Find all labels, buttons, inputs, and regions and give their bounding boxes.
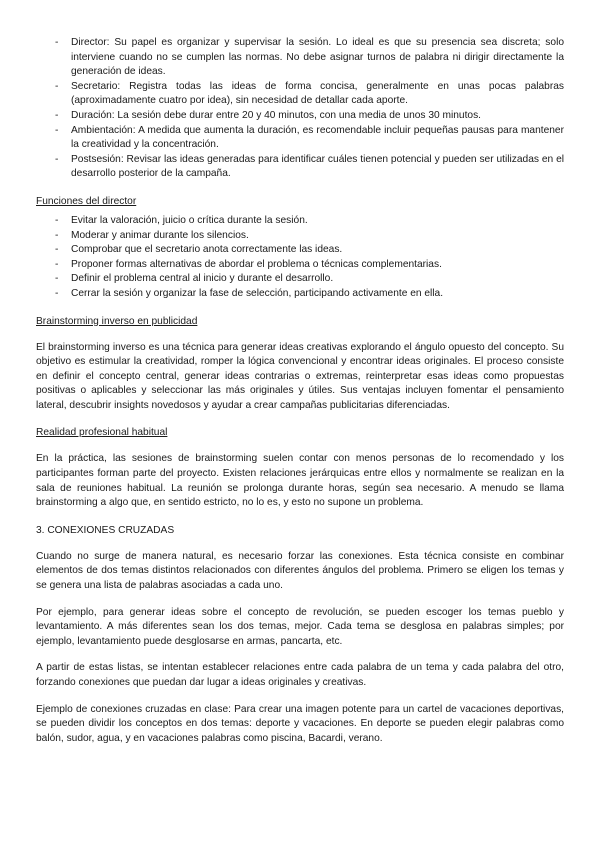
list-item: - Evitar la valoración, juicio o crítica durante la sesión. (36, 214, 564, 229)
professional-reality-text: En la práctica, las sesiones de brainstorming suelen contar con menos personas de lo recomendado y los participantes forman parte del proyecto. Existen relaciones jerárquicas entre ellos y normalmente se realizan en la sala de reuniones habitual. La reunión se prolonga durante horas, según sea necesario. A menudo se llama brainstorming a algo que, en sentido estricto, no lo es, y esto no supone un problema. (36, 453, 564, 509)
professional-reality-heading: Realidad profesional habitual (36, 427, 168, 439)
list-item: - Cerrar la sesión y organizar la fase de selección, participando activamente en ella. (36, 287, 564, 302)
session-roles-list (36, 36, 564, 182)
inverse-brainstorming-heading: Brainstorming inverso en publicidad (36, 315, 198, 327)
paragraph: Cuando no surge de manera natural, es necesario forzar las conexiones. Esta técnica consiste en combinar elementos de dos temas distintos relacionados con diferentes ángulos del problema. Primero se eligen los temas y se genera una lista de palabras asociadas a cada uno. (36, 550, 564, 592)
list-item: - Moderar y animar durante los silencios. (36, 229, 564, 244)
section-title: 3. CONEXIONES CRUZADAS (36, 524, 175, 536)
paragraph: A partir de estas listas, se intentan establecer relaciones entre cada palabra de un tema y cada palabra del otro, forzando conexiones que puedan dar lugar a ideas originales y creativas. (36, 662, 564, 688)
director-functions-list (36, 214, 564, 302)
list-item: - Duración: La sesión debe durar entre 20 y 40 minutos, con una media de unos 30 minutos. (36, 109, 564, 124)
inverse-brainstorming-text: El brainstorming inverso es una técnica para generar ideas creativas explorando el ángulo opuesto del concepto. Su objetivo es estimular la creatividad, romper la lógica convencional y encontrar ideas originales. El proceso consiste en definir el concepto central, generar ideas contrarias o extremas, reinterpretar esas ideas como propuestas positivas o aplicables y seleccionar las más originales y útiles. Sus ventajas incluyen fomentar el pensamiento lateral, descubrir insights novedosos y ayudar a crear campañas publicitarias diferenciadas. (36, 341, 564, 411)
paragraph: Ejemplo de conexiones cruzadas en clase: Para crear una imagen potente para un cartel de vacaciones deportivas, se pueden dividir los conceptos en dos temas: deporte y vacaciones. En deporte se pueden elegir palabras como balón, sudor, agua, y en vacaciones palabras como piscina, Bacardi, verano. (36, 703, 564, 744)
list-item: - Proponer formas alternativas de abordar el problema o técnicas complementarias. (36, 258, 564, 273)
list-item: - Secretario: Registra todas las ideas de forma concisa, generalmente en unas pocas palabras (aproximadamente cuatro por idea), sin necesidad de detallar cada aporte. (36, 80, 564, 109)
list-item: - Postsesión: Revisar las ideas generadas para identificar cuáles tienen potencial y pueden ser utilizadas en el desarrollo posterior de la campaña. (36, 153, 564, 182)
list-item: - Definir el problema central al inicio y durante el desarrollo. (36, 272, 564, 287)
director-heading: Funciones del director (36, 195, 137, 207)
paragraph: Por ejemplo, para generar ideas sobre el concepto de revolución, se pueden escoger los temas pueblo y levantamiento. A más diferentes sean los dos temas, mejor. Cada tema se desglosa en palabras simples; por ejemplo, levantamiento puede desglosarse en armas, pancarta, etc. (36, 606, 564, 647)
list-item: - Director: Su papel es organizar y supervisar la sesión. Lo ideal es que su presencia sea discreta; solo interviene cuando no se cumplen las normas. No debe asignar turnos de palabra ni dirigir directamente la generación de ideas. (36, 36, 564, 80)
document-page (36, 36, 564, 746)
list-item: - Ambientación: A medida que aumenta la duración, es recomendable incluir pequeñas pausas para mantener la creatividad y la concentración. (36, 124, 564, 153)
list-item: - Comprobar que el secretario anota correctamente las ideas. (36, 243, 564, 258)
